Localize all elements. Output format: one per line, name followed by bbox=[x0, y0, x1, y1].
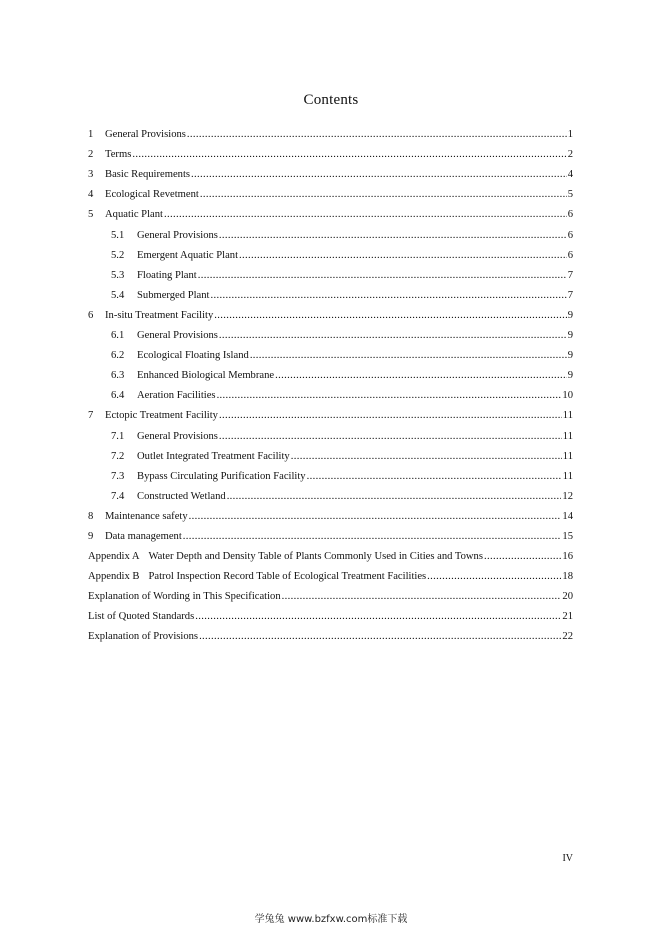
toc-entry-label: Explanation of Wording in This Specification bbox=[88, 591, 281, 603]
toc-dot-leader bbox=[132, 148, 566, 161]
toc-entry-page: 9 bbox=[567, 350, 573, 362]
toc-entry-label: Floating Plant bbox=[137, 269, 197, 281]
toc-entry[interactable] bbox=[88, 463, 573, 483]
toc-entry-label: Explanation of Provisions bbox=[88, 631, 199, 643]
toc-entry-number: 7.3 bbox=[111, 470, 125, 482]
toc-entry-page: 12 bbox=[562, 490, 573, 502]
toc-entry-number: 2 bbox=[88, 149, 94, 161]
toc-entry-page: 14 bbox=[562, 510, 573, 522]
page-number: IV bbox=[562, 853, 573, 864]
toc-entry-number: 5.1 bbox=[111, 229, 125, 241]
toc-entry-number: 7.2 bbox=[111, 450, 125, 462]
page-title: Contents bbox=[303, 92, 359, 108]
toc-entry-number: 7 bbox=[88, 410, 94, 422]
footer-watermark: 学兔兔 www.bzfxw.com标准下载 bbox=[254, 914, 408, 925]
toc-entry-label: Ecological Floating Island bbox=[137, 350, 249, 362]
toc-entry-number: 5.4 bbox=[111, 289, 125, 301]
toc-entry-number: Appendix B bbox=[88, 571, 140, 583]
toc-entry-label: Enhanced Biological Membrane bbox=[137, 370, 275, 382]
toc-entry-page: 18 bbox=[562, 571, 573, 583]
toc-entry-page: 16 bbox=[562, 551, 573, 563]
toc-dot-leader bbox=[291, 450, 562, 463]
toc-entry-number: 5 bbox=[88, 209, 94, 221]
toc-dot-leader bbox=[211, 289, 567, 302]
toc-entry-number: 8 bbox=[88, 510, 94, 522]
toc-dot-leader bbox=[200, 188, 567, 201]
toc-dot-leader bbox=[282, 590, 562, 603]
toc-entry-label: Bypass Circulating Purification Facility bbox=[137, 470, 306, 482]
toc-entry-number: 5.2 bbox=[111, 249, 125, 261]
toc-entry-label: Outlet Integrated Treatment Facility bbox=[137, 450, 290, 462]
toc-dot-leader bbox=[217, 389, 562, 402]
toc-dot-leader bbox=[219, 430, 562, 443]
toc-dot-leader bbox=[484, 550, 561, 563]
toc-dot-leader bbox=[275, 369, 567, 382]
toc-dot-leader bbox=[239, 249, 567, 262]
toc-dot-leader bbox=[183, 530, 562, 543]
toc-entry-number: 6 bbox=[88, 309, 94, 321]
toc-entry-number: 3 bbox=[88, 169, 94, 181]
toc-entry-page: 1 bbox=[567, 129, 573, 141]
toc-entry[interactable] bbox=[88, 603, 573, 623]
toc-entry-number: 6.3 bbox=[111, 370, 125, 382]
toc-entry[interactable] bbox=[88, 402, 573, 422]
toc-entry-number: 6.2 bbox=[111, 350, 125, 362]
toc-entry[interactable] bbox=[88, 382, 573, 402]
toc-dot-leader bbox=[191, 168, 567, 181]
toc-entry-page: 15 bbox=[562, 530, 573, 542]
toc-entry-label: Ectopic Treatment Facility bbox=[105, 410, 218, 422]
toc-entry-number: Appendix A bbox=[88, 551, 140, 563]
toc-entry-label: Maintenance safety bbox=[105, 510, 188, 522]
toc-entry-label: General Provisions bbox=[137, 330, 218, 342]
toc-entry-page: 11 bbox=[562, 450, 573, 462]
toc-entry-number: 9 bbox=[88, 530, 94, 542]
toc-entry-number: 6.1 bbox=[111, 330, 125, 342]
toc-entry-label: List of Quoted Standards bbox=[88, 611, 195, 623]
toc-entry-page: 7 bbox=[567, 269, 573, 281]
toc-entry[interactable] bbox=[88, 161, 573, 181]
toc-entry-page: 9 bbox=[567, 370, 573, 382]
toc-entry[interactable] bbox=[88, 543, 573, 563]
toc-dot-leader bbox=[219, 409, 562, 422]
toc-entry-label: General Provisions bbox=[137, 229, 218, 241]
toc-entry-label: Aeration Facilities bbox=[137, 390, 216, 402]
toc-entry[interactable] bbox=[88, 483, 573, 503]
toc-entry-number: 7.1 bbox=[111, 430, 125, 442]
toc-entry-page: 9 bbox=[567, 330, 573, 342]
toc-entry-label: Aquatic Plant bbox=[105, 209, 163, 221]
toc-entry[interactable] bbox=[88, 181, 573, 201]
toc-dot-leader bbox=[189, 510, 562, 523]
toc-dot-leader bbox=[187, 128, 567, 141]
toc-entry-number: 6.4 bbox=[111, 390, 125, 402]
toc-dot-leader bbox=[307, 470, 562, 483]
toc-entry[interactable] bbox=[88, 322, 573, 342]
toc-entry[interactable] bbox=[88, 221, 573, 241]
toc-entry-label: General Provisions bbox=[137, 430, 218, 442]
toc-entry-label: In-situ Treatment Facility bbox=[105, 309, 214, 321]
toc-entry-page: 4 bbox=[567, 169, 573, 181]
toc-entry[interactable] bbox=[88, 443, 573, 463]
toc-entry[interactable] bbox=[88, 623, 573, 643]
toc-dot-leader bbox=[219, 229, 567, 242]
toc-entry[interactable] bbox=[88, 362, 573, 382]
toc-dot-leader bbox=[199, 630, 561, 643]
toc-entry-page: 20 bbox=[562, 591, 573, 603]
toc-entry[interactable] bbox=[88, 523, 573, 543]
toc-entry-page: 22 bbox=[562, 631, 573, 643]
toc-entry-number: 7.4 bbox=[111, 490, 125, 502]
toc-entry-label: Patrol Inspection Record Table of Ecological Treatment Facilities bbox=[148, 571, 427, 583]
toc-entry-page: 11 bbox=[562, 470, 573, 482]
toc-entry-page: 11 bbox=[562, 410, 573, 422]
toc-entry[interactable] bbox=[88, 503, 573, 523]
toc-entry[interactable] bbox=[88, 242, 573, 262]
table-of-contents bbox=[88, 121, 573, 643]
toc-entry-page: 9 bbox=[567, 309, 573, 321]
toc-entry-number: 5.3 bbox=[111, 269, 125, 281]
toc-entry-page: 6 bbox=[567, 209, 573, 221]
toc-entry-page: 7 bbox=[567, 289, 573, 301]
toc-dot-leader bbox=[164, 208, 567, 221]
toc-entry[interactable] bbox=[88, 262, 573, 282]
toc-entry-page: 6 bbox=[567, 229, 573, 241]
toc-entry[interactable] bbox=[88, 121, 573, 141]
toc-entry-number: 4 bbox=[88, 189, 94, 201]
toc-entry-label: Water Depth and Density Table of Plants Commonly Used in Cities and Towns bbox=[148, 551, 483, 563]
toc-entry-label: Data management bbox=[105, 530, 182, 542]
toc-entry-label: Ecological Revetment bbox=[105, 189, 199, 201]
toc-entry-label: Terms bbox=[105, 149, 132, 161]
toc-entry[interactable] bbox=[88, 302, 573, 322]
toc-dot-leader bbox=[214, 309, 566, 322]
toc-entry-number: 1 bbox=[88, 129, 94, 141]
toc-dot-leader bbox=[250, 349, 567, 362]
toc-entry-page: 11 bbox=[562, 430, 573, 442]
toc-entry-page: 10 bbox=[562, 390, 573, 402]
toc-dot-leader bbox=[427, 570, 561, 583]
toc-entry[interactable] bbox=[88, 342, 573, 362]
toc-entry[interactable] bbox=[88, 563, 573, 583]
toc-entry-label: Constructed Wetland bbox=[137, 490, 226, 502]
toc-entry[interactable] bbox=[88, 282, 573, 302]
toc-entry[interactable] bbox=[88, 583, 573, 603]
toc-entry-label: Submerged Plant bbox=[137, 289, 210, 301]
toc-entry-page: 6 bbox=[567, 249, 573, 261]
toc-entry[interactable] bbox=[88, 422, 573, 442]
toc-entry[interactable] bbox=[88, 201, 573, 221]
toc-entry-page: 21 bbox=[562, 611, 573, 623]
toc-entry-label: General Provisions bbox=[105, 129, 186, 141]
toc-entry-page: 2 bbox=[567, 149, 573, 161]
toc-entry[interactable] bbox=[88, 141, 573, 161]
toc-dot-leader bbox=[219, 329, 567, 342]
toc-dot-leader bbox=[198, 269, 567, 282]
toc-entry-label: Emergent Aquatic Plant bbox=[137, 249, 239, 261]
toc-entry-page: 5 bbox=[567, 189, 573, 201]
toc-dot-leader bbox=[195, 610, 561, 623]
toc-entry-label: Basic Requirements bbox=[105, 169, 191, 181]
toc-dot-leader bbox=[227, 490, 562, 503]
